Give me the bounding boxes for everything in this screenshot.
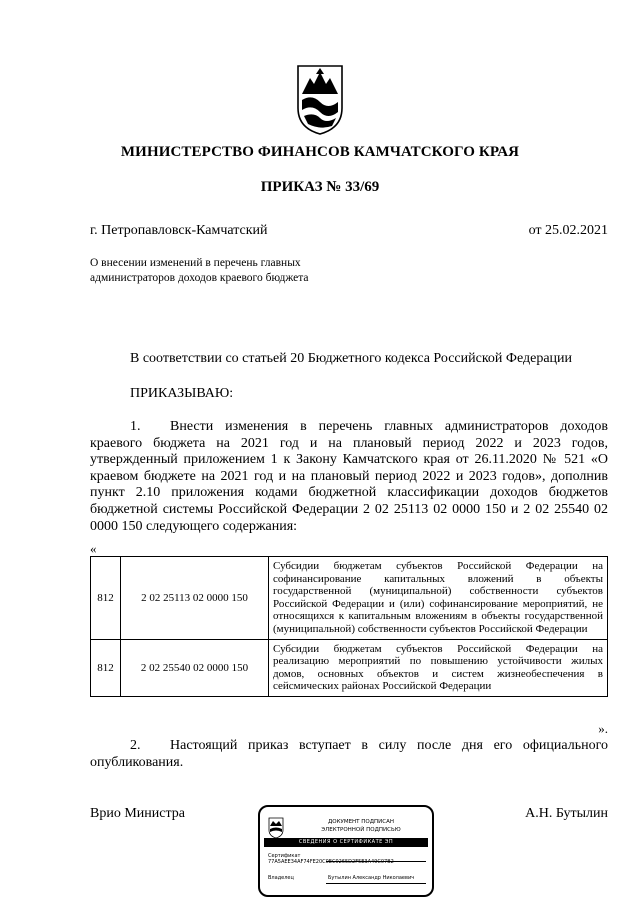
item-1-text: Внести изменения в перечень главных администраторов доходов краевого бюджета на 2021 год и на плановый период 2022 и 2023 годов, утвержденный приложением 1 к Закону Камчатского края от 26.11.2020 № 521 «О краевом бюджете на 2021 год и на плановый период 2022 и 2023 годов», дополнив пункт 2.10 приложения кодами бюджетной классификации доходов бюджетов бюджетной системы Российской Федерации 2 02 25113 02 0000 150 и 2 02 25540 02 0000 150 следующего содержания: bbox=[90, 419, 608, 534]
stamp-title bbox=[296, 818, 426, 834]
kamchatka-emblem-icon bbox=[296, 64, 344, 136]
stamp-emblem-icon bbox=[268, 817, 284, 839]
quote-close: ». bbox=[598, 721, 608, 736]
order-title: ПРИКАЗ № 33/69 bbox=[260, 179, 380, 195]
income-name-cell: Субсидии бюджетам субъектов Российской Федерации на софинансирование капитальных вложений в объекты государственной (муниципальной) собственности субъектов Российской Федерации и (или) софинансирование мероприятий, не относящихся к капитальным вложениям в объекты государственной (муниципальной) собственности субъектов Российской Федерации bbox=[269, 557, 608, 640]
stamp-title-line-2: ЭЛЕКТРОННОЙ ПОДПИСЬЮ bbox=[321, 827, 401, 833]
order-subject: О внесении изменений в перечень главных администраторов доходов краевого бюджета bbox=[90, 257, 309, 284]
admin-code-cell: 812 bbox=[91, 639, 121, 696]
item-1-paragraph bbox=[90, 419, 608, 535]
income-name-cell: Субсидии бюджетам субъектов Российской Федерации на реализацию мероприятий по повышению устойчивости жилых домов, основных объектов и систем жизнеобеспечения в сейсмических районах Российской Федерации bbox=[269, 639, 608, 696]
intro-paragraph: В соответствии со статьей 20 Бюджетного кодекса Российской Федерации bbox=[130, 351, 573, 366]
certificate-label: Сертификат bbox=[268, 853, 301, 859]
order-date: от 25.02.2021 bbox=[528, 223, 608, 238]
item-2-number: 2. bbox=[130, 738, 141, 753]
certificate-value: 77A5AEE34AF74FE20C0EC0265D2F5E3A49C07B2 bbox=[268, 859, 394, 865]
admin-code-cell: 812 bbox=[91, 557, 121, 640]
orders-word: ПРИКАЗЫВАЮ: bbox=[130, 386, 234, 401]
stamp-divider bbox=[326, 861, 426, 862]
owner-label: Владелец bbox=[268, 875, 294, 881]
table-row bbox=[91, 639, 608, 696]
stamp-title-line-1: ДОКУМЕНТ ПОДПИСАН bbox=[327, 819, 395, 825]
table-row bbox=[91, 557, 608, 640]
budget-codes-table bbox=[90, 556, 608, 697]
stamp-owner-row bbox=[268, 875, 414, 881]
electronic-signature-stamp bbox=[258, 805, 434, 897]
stamp-divider bbox=[326, 883, 426, 884]
stamp-band: СВЕДЕНИЯ О СЕРТИФИКАТЕ ЭП bbox=[264, 838, 428, 847]
item-2-text: Настоящий приказ вступает в силу после дня его официального опубликования. bbox=[90, 738, 608, 770]
ministry-title: МИНИСТЕРСТВО ФИНАНСОВ КАМЧАТСКОГО КРАЯ bbox=[120, 144, 520, 160]
quote-open: « bbox=[90, 541, 97, 556]
signer-name: А.Н. Бутылин bbox=[525, 806, 608, 821]
owner-value: Бутылин Александр Николаевич bbox=[328, 875, 415, 881]
income-code-cell: 2 02 25540 02 0000 150 bbox=[121, 639, 269, 696]
item-2-paragraph bbox=[90, 738, 608, 771]
item-1-number: 1. bbox=[130, 419, 141, 434]
place: г. Петропавловск-Камчатский bbox=[90, 223, 268, 238]
signer-position: Врио Министра bbox=[90, 806, 185, 821]
income-code-cell: 2 02 25113 02 0000 150 bbox=[121, 557, 269, 640]
stamp-certificate-row bbox=[268, 853, 432, 865]
